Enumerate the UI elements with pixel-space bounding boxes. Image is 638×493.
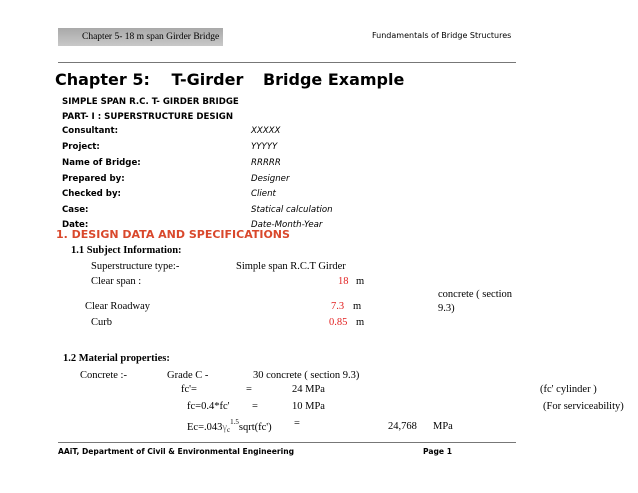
superstructure-value: Simple span R.C.T Girder bbox=[236, 261, 346, 272]
fc-service-label: fc=0.4*fc' bbox=[187, 401, 230, 412]
ec-label-b: sqrt(fc') bbox=[238, 422, 272, 433]
chapter-number: Chapter 5: bbox=[55, 70, 150, 89]
fc-note: (fc' cylinder ) bbox=[540, 384, 597, 395]
info-value-consultant: XXXXX bbox=[251, 126, 281, 136]
ec-exponent: 1.5 bbox=[230, 418, 239, 426]
info-value-case: Statical calculation bbox=[251, 205, 333, 215]
ec-subscript: c bbox=[227, 426, 231, 434]
fc-service-note: (For serviceability) bbox=[543, 401, 624, 412]
info-value-checked: Client bbox=[251, 189, 276, 199]
grade-label: Grade C - bbox=[167, 370, 209, 381]
section-1-1-title: 1.1 Subject Information: bbox=[71, 245, 182, 256]
header-chapter-label: Chapter 5- 18 m span Girder Bridge bbox=[58, 28, 223, 46]
clear-span-unit: m bbox=[356, 276, 365, 287]
intro-line-2: PART- I : SUPERSTRUCTURE DESIGN bbox=[62, 112, 234, 122]
ec-gamma: γ bbox=[222, 422, 228, 433]
info-label-case: Case: bbox=[62, 205, 89, 215]
curb-unit: m bbox=[356, 317, 365, 328]
grade-value: 30 concrete ( section 9.3) bbox=[253, 370, 360, 381]
ec-unit: MPa bbox=[433, 421, 453, 432]
ec-label-a: Ec=.043 bbox=[187, 422, 223, 433]
section-1-2-title: 1.2 Material properties: bbox=[63, 353, 170, 364]
fc-value: 24 MPa bbox=[292, 384, 325, 395]
fc-service-value: 10 MPa bbox=[292, 401, 325, 412]
roadway-unit: m bbox=[353, 301, 362, 312]
section-1-title: 1. DESIGN DATA AND SPECIFICATIONS bbox=[56, 228, 290, 241]
ec-value: 24,768 bbox=[388, 421, 417, 432]
footer-department: AAiT, Department of Civil & Environmental Engineering bbox=[58, 447, 295, 456]
info-value-project: YYYYY bbox=[251, 142, 278, 152]
info-label-consultant: Consultant: bbox=[62, 126, 119, 136]
info-value-bridge: RRRRR bbox=[251, 158, 281, 168]
footer-rule bbox=[58, 442, 516, 443]
info-label-project: Project: bbox=[62, 142, 100, 152]
fc-service-equals: = bbox=[252, 401, 258, 412]
roadway-label: Clear Roadway bbox=[85, 301, 151, 312]
chapter-title-2: Bridge Example bbox=[262, 70, 405, 89]
header-book-title: Fundamentals of Bridge Structures bbox=[372, 31, 512, 40]
curb-label: Curb bbox=[91, 317, 112, 328]
roadway-value: 7.3 bbox=[331, 301, 345, 312]
curb-value: 0.85 bbox=[329, 317, 348, 328]
info-label-prepared: Prepared by: bbox=[62, 174, 125, 184]
ec-equals: = bbox=[294, 418, 300, 429]
info-label-bridge: Name of Bridge: bbox=[62, 158, 141, 168]
footer-page-number: Page 1 bbox=[423, 447, 452, 456]
clear-span-value: 18 bbox=[338, 276, 349, 287]
clear-span-label: Clear span : bbox=[91, 276, 142, 287]
fc-equals: = bbox=[246, 384, 252, 395]
info-label-checked: Checked by: bbox=[62, 189, 121, 199]
info-value-date: Date-Month-Year bbox=[251, 220, 323, 230]
chapter-title: T-Girder bbox=[171, 70, 244, 89]
chapter-heading bbox=[55, 70, 404, 89]
section-note-line-1: concrete ( section bbox=[438, 289, 513, 300]
superstructure-label: Superstructure type:- bbox=[91, 261, 180, 272]
ec-formula bbox=[187, 418, 272, 434]
section-note-line-2: 9.3) bbox=[438, 303, 455, 314]
header-rule bbox=[58, 62, 516, 63]
fc-label: fc'= bbox=[181, 384, 197, 395]
info-value-prepared: Designer bbox=[251, 174, 290, 184]
intro-line-1: SIMPLE SPAN R.C. T- GIRDER BRIDGE bbox=[62, 97, 239, 107]
info-label-date: Date: bbox=[62, 220, 89, 230]
concrete-label: Concrete :- bbox=[80, 370, 127, 381]
